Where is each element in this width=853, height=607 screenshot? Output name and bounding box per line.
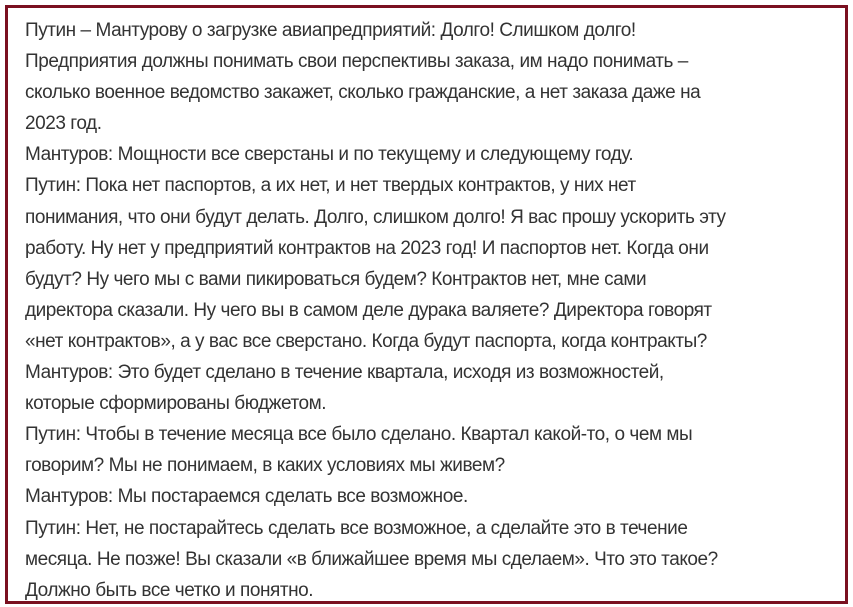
text-line: Путин: Чтобы в течение месяца все было сделано. Квартал какой-то, о чем мы <box>25 424 693 446</box>
text-line: 2023 год. <box>25 113 102 135</box>
text-line: директора сказали. Ну чего вы в самом деле дурака валяете? Директора говорят <box>25 299 712 321</box>
text-line: сколько военное ведомство закажет, сколько гражданские, а нет заказа даже на <box>25 82 701 104</box>
text-line: работу. Ну нет у предприятий контрактов на 2023 год! И паспортов нет. Когда они <box>25 237 709 259</box>
text-line: Должно быть все четко и понятно. <box>25 579 314 601</box>
text-line: месяца. Не позже! Вы сказали «в ближайшее время мы сделаем». Что это такое? <box>25 548 718 570</box>
text-line: Путин: Пока нет паспортов, а их нет, и нет твердых контрактов, у них нет <box>25 175 636 197</box>
text-line: «нет контрактов», а у вас все сверстано. Когда будут паспорта, когда контракты? <box>25 330 707 352</box>
quote-frame <box>5 5 848 604</box>
transcript-text <box>25 15 837 606</box>
text-line: Мантуров: Мы постараемся сделать все возможное. <box>25 486 468 508</box>
text-line: говорим? Мы не понимаем, в каких условиях мы живем? <box>25 455 505 477</box>
text-line: Предприятия должны понимать свои перспективы заказа, им надо понимать – <box>25 51 688 73</box>
text-line: Мантуров: Это будет сделано в течение квартала, исходя из возможностей, <box>25 362 664 384</box>
text-line: будут? Ну чего мы с вами пикироваться будем? Контрактов нет, мне сами <box>25 268 647 290</box>
text-line: понимания, что они будут делать. Долго, слишком долго! Я вас прошу ускорить эту <box>25 206 726 228</box>
text-line: которые сформированы бюджетом. <box>25 393 327 415</box>
text-line: Путин – Мантурову о загрузке авиапредприятий: Долго! Слишком долго! <box>25 20 636 41</box>
text-line: Путин: Нет, не постарайтесь сделать все возможное, а сделайте это в течение <box>25 517 688 539</box>
text-line: Мантуров: Мощности все сверстаны и по текущему и следующему году. <box>25 144 634 166</box>
